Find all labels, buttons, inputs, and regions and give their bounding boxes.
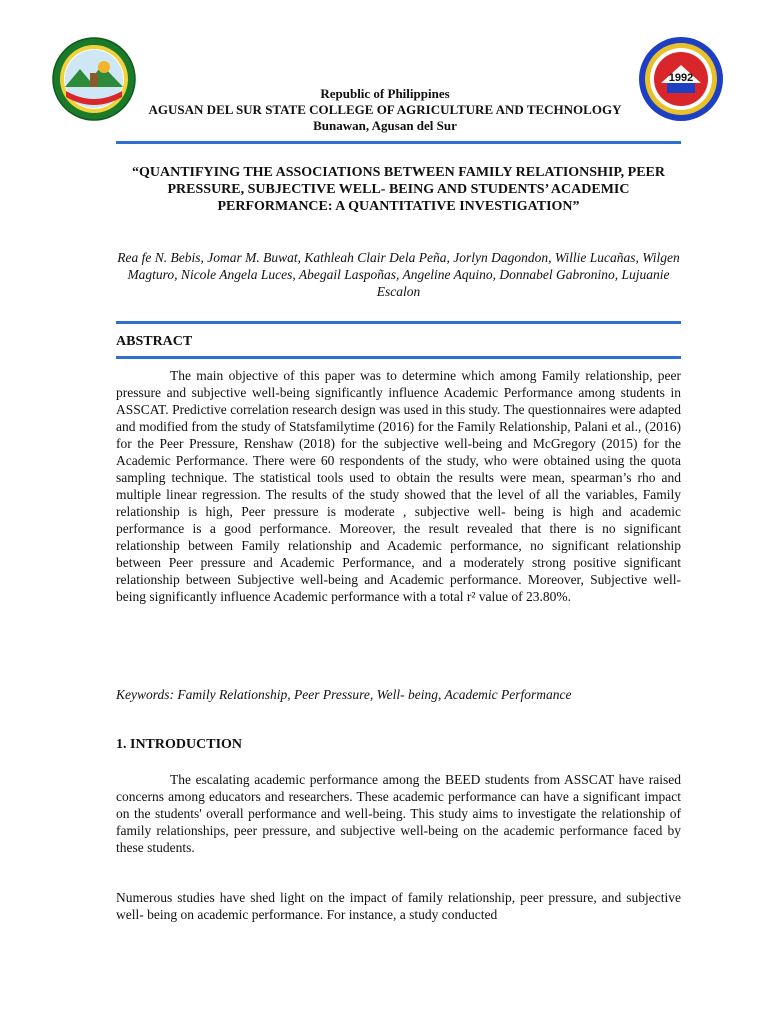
introduction-paragraph: The escalating academic performance among the BEED students from ASSCAT have raised concerns among educators and researchers. These academic performance can have a significant impact on the students' overall performance and well-being. This study aims to investigate the relationship of family relationships, peer pressure, and subjective well-being on the academic performance faced by these students. bbox=[116, 772, 681, 855]
keywords-text: Family Relationship, Peer Pressure, Well- being, Academic Performance bbox=[177, 687, 572, 702]
divider-rule bbox=[116, 356, 681, 359]
header-college: AGUSAN DEL SUR STATE COLLEGE OF AGRICULTURE AND TECHNOLOGY bbox=[148, 102, 622, 117]
paper-title: “QUANTIFYING THE ASSOCIATIONS BETWEEN FAMILY RELATIONSHIP, PEER PRESSURE, SUBJECTIVE WELL- BEING AND STUDENTS’ ACADEMIC PERFORMANCE: A QUANTITATIVE INVESTIGATION” bbox=[131, 165, 666, 214]
header-location: Bunawan, Agusan del Sur bbox=[313, 118, 457, 133]
introduction-heading: 1. INTRODUCTION bbox=[116, 737, 243, 752]
author-list: Rea fe N. Bebis, Jomar M. Buwat, Kathleah Clair Dela Peña, Jorlyn Dagondon, Willie Lucañas, Wilgen Magturo, Nicole Angela Luces, Abegail Laspoñas, Angeline Aquino, Donnabel Gabronino, Lujuanie Escalon bbox=[117, 250, 680, 299]
abstract-body: The main objective of this paper was to determine which among Family relationship, peer pressure and subjective well-being significantly influence Academic Performance among students in ASSCAT. Predictive correlation research design was used in this study. The questionnaires were adapted and modified from the study of Statsfamilytime (2016) for the Family Relationship, Palani et al., (2016) for the Peer Pressure, Renshaw (2018) for the subjective well-being and McGregory (2015) for the Academic Performance. There were 60 respondents of the study, who were obtained using the quota sampling technique. The statistical tools used to obtain the results were mean, spearman’s rho and multiple linear regression. The results of the study showed that the level of all the variables, Family relationship is high, Peer pressure is moderate , subjective well- being is high and academic performance is a good performance. Moreover, the result revealed that there is no significant relationship between Family relationship and Academic performance, no significant relationship between Peer pressure and Academic Performance, and a moderately strong positive significant relationship between Subjective well-being and Academic performance. Moreover, Subjective well-being significantly influence Academic performance with a total r² value of 23.80%. bbox=[116, 368, 681, 604]
teacher-education-seal-logo bbox=[637, 35, 725, 123]
college-seal-logo bbox=[52, 37, 136, 121]
abstract-heading: ABSTRACT bbox=[116, 334, 193, 349]
keywords-line bbox=[116, 686, 681, 703]
keywords-label: Keywords: bbox=[116, 687, 174, 702]
header-country: Republic of Philippines bbox=[320, 86, 450, 101]
divider-rule bbox=[116, 321, 681, 324]
divider-rule bbox=[116, 141, 681, 144]
seal-year-text: 1992 bbox=[668, 72, 694, 84]
introduction-paragraph: Numerous studies have shed light on the impact of family relationship, peer pressure, and subjective well- being on academic performance. For instance, a study conducted bbox=[116, 890, 681, 922]
institution-header bbox=[140, 86, 630, 134]
